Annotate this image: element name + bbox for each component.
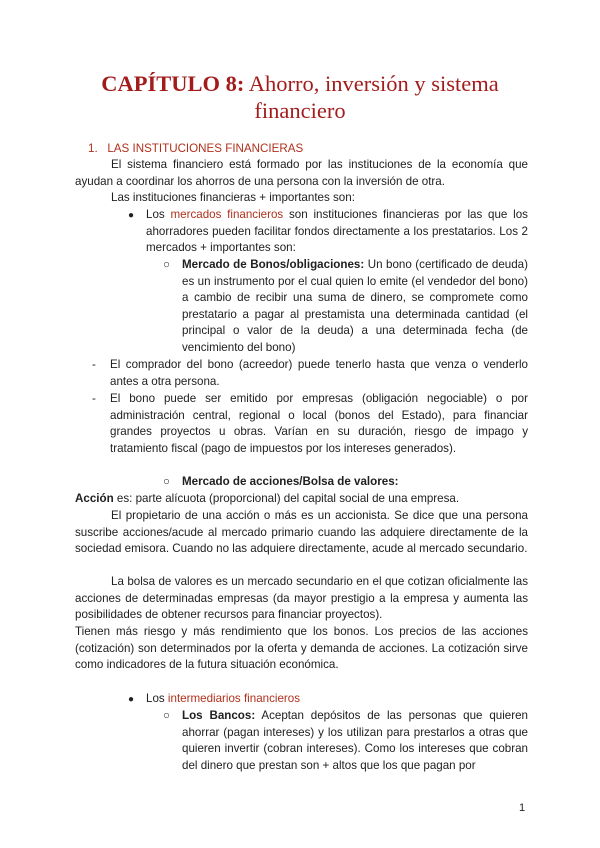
chapter-title-text: Ahorro, inversión y sistema xyxy=(244,71,499,96)
dash-bullet-icon: - xyxy=(92,358,96,371)
chapter-label: CAPÍTULO 8: xyxy=(101,71,245,96)
markets-term: mercados financieros xyxy=(170,208,284,221)
intermediaries-term: intermediarios financieros xyxy=(167,692,301,705)
bond-buyer-note: El comprador del bono (acreedor) puede tenerlo hasta que venza o venderlo antes a otra persona. xyxy=(110,358,528,388)
share-term: Acción xyxy=(75,492,114,505)
banks-term: Los Bancos: xyxy=(182,709,256,722)
share-definition xyxy=(75,491,535,508)
markets-bullet-pre: Los xyxy=(146,208,171,221)
banks-text: Aceptan depósitos de las personas que quieren ahorrar (pagan intereses) y los utilizan para prestarlos a otras que quieren invertir (cobran intereses). Como los intereses que cobran del dinero que prestan son + altos que los que pagan por xyxy=(182,709,528,772)
bullet-icon: ● xyxy=(128,210,135,221)
intro-paragraph: El sistema financiero está formado por las instituciones de la economía que ayudan a coordinar los ahorros de una persona con la inversión de otra. xyxy=(75,158,528,188)
page-number: 1 xyxy=(519,802,526,814)
bond-issuer-note: El bono puede ser emitido por empresas (obligación negociable) o por administración central, regional o local (bonos del Estado), para financiar grandes proyectos u obras. Varían en su duración, riesgo de impago y tratamiento fiscal (pago de impuestos por los intereses generados). xyxy=(110,392,528,455)
stocks-paragraph-1: El propietario de una acción o más es un accionista. Se dice que una persona suscribe acciones/acude al mercado primario cuando las adquiere directamente de la sociedad emisora. Cuando no las adquiere directamente, acude al mercado secundario. xyxy=(75,509,528,556)
markets-bullet-text: son instituciones financieras por las que los ahorradores pueden facilitar fondos directamente a los prestatarios. Los 2 mercados + importantes son: xyxy=(146,208,528,255)
circle-bullet-icon: ○ xyxy=(163,475,171,488)
stocks-paragraph-2: La bolsa de valores es un mercado secundario en el que cotizan oficialmente las acciones de determinadas empresas (da mayor prestigio a la empresa y aumenta las posibilidades de obtener recursos para financiar proyectos). xyxy=(75,575,528,622)
stocks-paragraph-3: Tienen más riesgo y más rendimiento que los bonos. Los precios de las acciones (cotización) son determinados por la oferta y demanda de acciones. La cotización sirve como indicadores de la futura situación económica. xyxy=(75,625,528,672)
intro-paragraph-2: Las instituciones financieras + importantes son: xyxy=(111,191,355,204)
banks-item xyxy=(182,708,528,774)
dash-bullet-icon: - xyxy=(92,392,96,405)
circle-bullet-icon: ○ xyxy=(163,709,171,722)
section-heading xyxy=(88,141,303,158)
section-heading-text: LAS INSTITUCIONES FINANCIERAS xyxy=(107,142,304,155)
chapter-title-text-2: financiero xyxy=(254,98,346,123)
share-definition-text: es: parte alícuota (proporcional) del capital social de una empresa. xyxy=(113,492,460,505)
bullet-icon: ● xyxy=(128,694,135,705)
bonds-item xyxy=(182,257,528,357)
markets-bullet xyxy=(146,207,528,257)
bonds-text: Un bono (certificado de deuda) es un instrumento por el cual quien lo emite (el vendedor del bono) a cambio de recibir una suma de dinero, se compromete como prestatario a pagar al prestamista una determinada cantidad (el principal o valor de la deuda) a una determinada fecha (de vencimiento del bono) xyxy=(182,258,528,354)
stocks-heading xyxy=(182,474,528,491)
intermediaries-bullet xyxy=(146,691,528,708)
section-number: 1. xyxy=(88,142,98,155)
circle-bullet-icon: ○ xyxy=(163,258,171,271)
chapter-title xyxy=(60,70,540,124)
intermediaries-pre: Los xyxy=(146,692,168,705)
bonds-term: Mercado de Bonos/obligaciones: xyxy=(182,258,365,271)
stocks-heading-text: Mercado de acciones/Bolsa de valores: xyxy=(182,475,399,488)
